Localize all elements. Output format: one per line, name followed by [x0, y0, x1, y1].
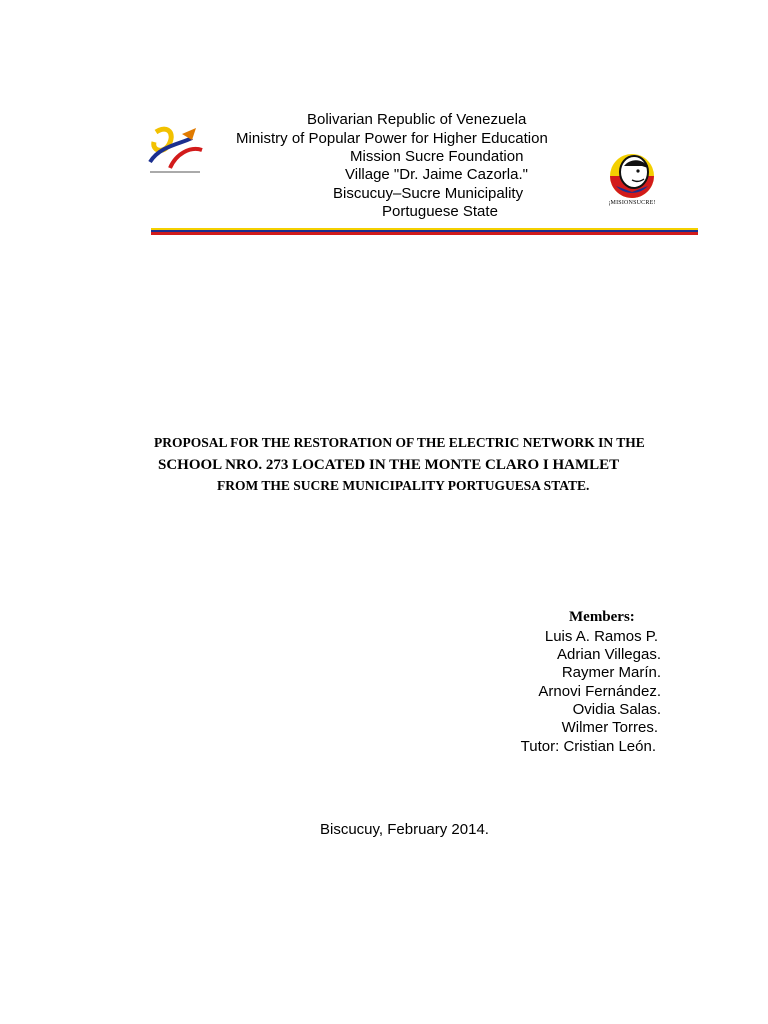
flag-stripe-divider	[151, 228, 698, 235]
mision-sucre-caption: ¡MISIONSUCRE!	[608, 200, 656, 206]
member-name: Arnovi Fernández.	[538, 683, 661, 700]
header-line-3: Mission Sucre Foundation	[350, 148, 524, 165]
member-name: Raymer Marín.	[561, 664, 661, 681]
title-line-2: SCHOOL NRO. 273 LOCATED IN THE MONTE CLARO I HAMLET	[158, 457, 620, 473]
place-date: Biscucuy, February 2014.	[320, 821, 489, 838]
member-name: Wilmer Torres.	[561, 719, 658, 736]
member-name: Ovidia Salas.	[572, 701, 661, 718]
tutor-name: Tutor: Cristian León.	[520, 738, 656, 755]
header-line-5: Biscucuy–Sucre Municipality	[333, 185, 524, 202]
document-header	[0, 0, 768, 240]
title-line-1: PROPOSAL FOR THE RESTORATION OF THE ELECTRIC NETWORK IN THE	[154, 435, 645, 450]
member-name: Adrian Villegas.	[557, 646, 661, 663]
header-line-2: Ministry of Popular Power for Higher Education	[236, 130, 548, 147]
header-line-1: Bolivarian Republic of Venezuela	[307, 111, 527, 128]
header-line-6: Portuguese State	[382, 203, 498, 220]
members-label: Members:	[569, 609, 635, 625]
header-line-4: Village "Dr. Jaime Cazorla."	[345, 166, 528, 183]
title-line-3: FROM THE SUCRE MUNICIPALITY PORTUGUESA STATE.	[217, 478, 590, 493]
member-name: Luis A. Ramos P.	[544, 628, 658, 645]
